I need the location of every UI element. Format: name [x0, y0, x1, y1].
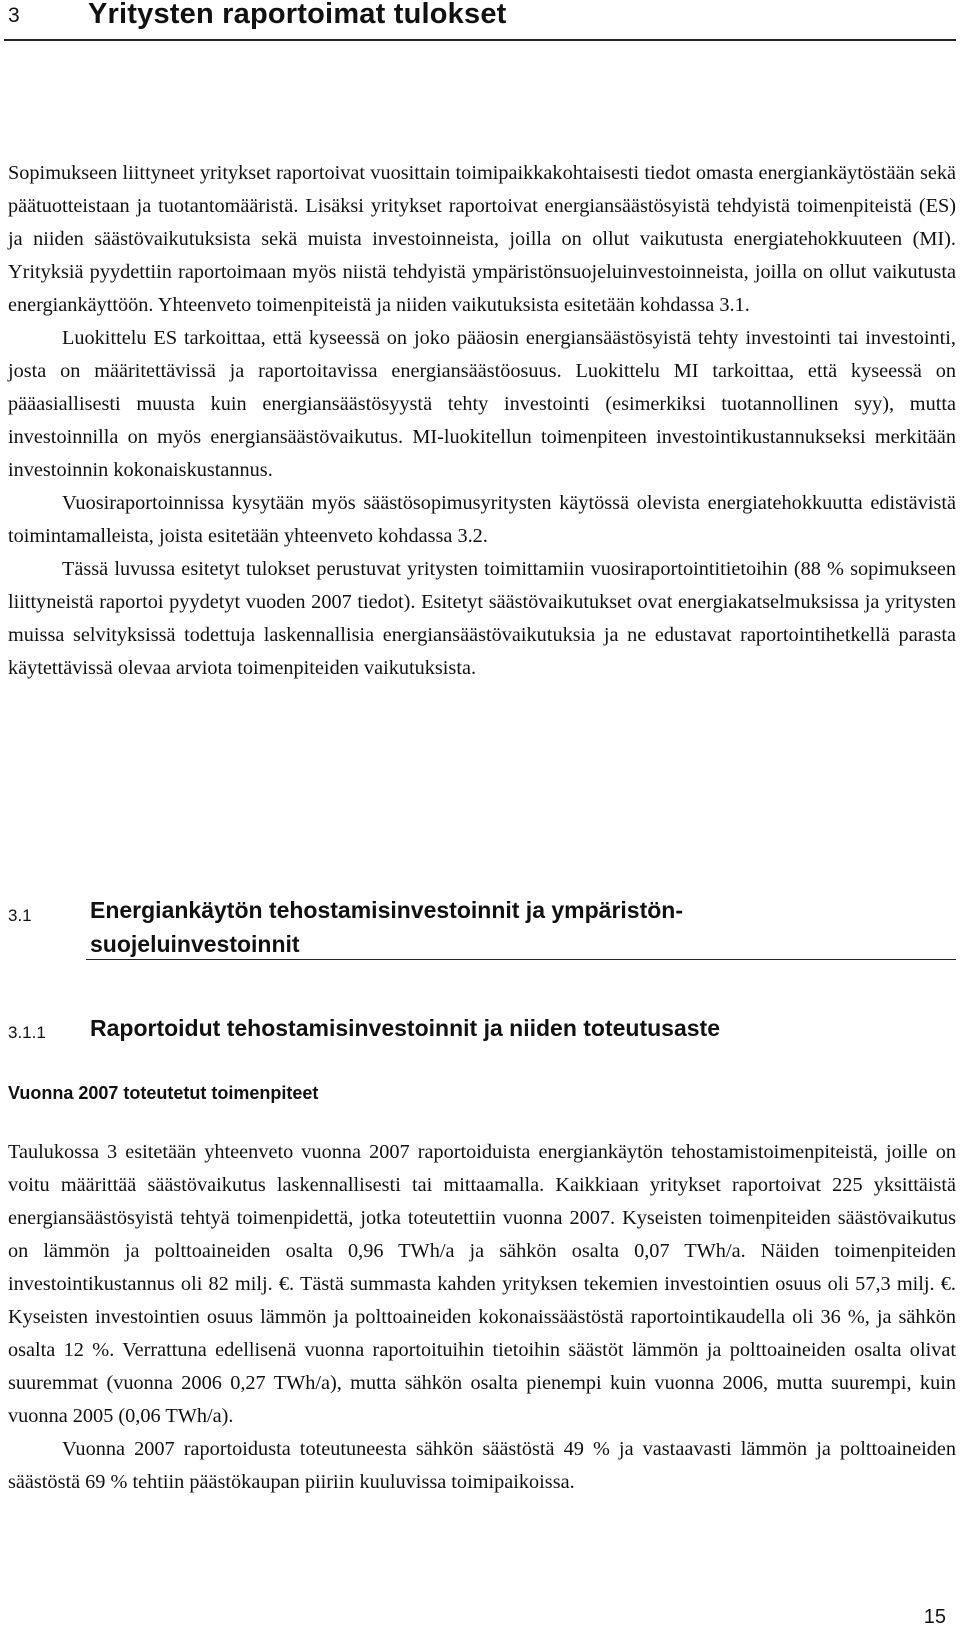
- page-number: 15: [923, 1606, 946, 1628]
- section-3-1-1-title: Raportoidut tehostamisinvestoinnit ja niiden toteutusaste: [90, 1015, 720, 1041]
- intro-paragraph-4: Tässä luvussa esitetyt tulokset perustuvat yritysten toimittamiin vuosiraportointitietoihin (88 % sopimukseen liittyneistä raportoi pyydetyt vuoden 2007 tiedot). Esitetyt säästövaikutukset ovat energiakatselmuksissa ja yritysten muissa selvityksissä todettuja laskennallisia energiansäästövaikutuksia ja ne edustavat raportointihetkellä parasta käytettävissä olevaa arviota toimenpiteiden vaikutuksista.: [8, 558, 956, 679]
- body-text: [8, 1136, 956, 1499]
- section-3-1-1-number: 3.1.1: [8, 1023, 46, 1042]
- subheading: Vuonna 2007 toteutetut toimenpiteet: [8, 1083, 319, 1103]
- section-3-1-title: Energiankäytön tehostamisinvestoinnit ja ympäristönsuojeluinvestoinnit: [90, 897, 684, 957]
- intro-paragraph-3: Vuosiraportoinnissa kysytään myös säästösopimusyritysten käytössä olevista energiatehokkuutta edistävistä toimintamalleista, joista esitetään yhteenveto kohdassa 3.2.: [8, 492, 956, 547]
- chapter-rule: [4, 39, 956, 41]
- body-paragraph-1: Taulukossa 3 esitetään yhteenveto vuonna 2007 raportoiduista energiankäytön tehostamistoimenpiteistä, joille on voitu määrittää säästövaikutus laskennallisesti tai mittaamalla. Kaikkiaan yritykset raportoivat 225 yksittäistä energiansäästösyistä tehtyä toimenpidettä, jotka toteutettiin vuonna 2007. Kyseisten toimenpiteiden säästövaikutus on lämmön ja polttoaineiden osalta 0,96 TWh/a ja sähkön osalta 0,07 TWh/a. Näiden toimenpiteiden investointikustannus oli 82 milj. €. Tästä summasta kahden yrityksen tekemien investointien osuus oli 57,3 milj. €. Kyseisten investointien osuus lämmön ja polttoaineiden kokonaissäästöstä raportointikaudella oli 36 %, ja sähkön osalta 12 %. Verrattuna edellisenä vuonna raportoituihin tietoihin säästöt lämmön ja polttoaineiden osalta olivat suuremmat (vuonna 2006 0,27 TWh/a), mutta sähkön osalta pienempi kuin vuonna 2006, mutta suurempi, kuin vuonna 2005 (0,06 TWh/a).: [8, 1141, 956, 1427]
- body-paragraph-2: Vuonna 2007 raportoidusta toteutuneesta sähkön säästöstä 49 % ja vastaavasti lämmön ja polttoaineiden säästöstä 69 % tehtiin päästökaupan piiriin kuuluvissa toimipaikoissa.: [8, 1438, 956, 1493]
- intro-paragraph-1: Sopimukseen liittyneet yritykset raportoivat vuosittain toimipaikkakohtaisesti tiedot omasta energiankäytöstään sekä päätuotteistaan ja tuotantomääristä. Lisäksi yritykset raportoivat energiansäästösyistä tehdyistä toimenpiteistä (ES) ja niiden säästövaikutuksista sekä muista investoinneista, joilla on ollut vaikutusta energiatehokkuuteen (MI). Yrityksiä pyydettiin raportoimaan myös niistä tehdyistä ympäristönsuojeluinvestoinneista, joilla on ollut vaikutusta energiankäyttöön. Yhteenveto toimenpiteistä ja niiden vaikutuksista esitetään kohdassa 3.1.: [8, 162, 956, 316]
- intro-text: [8, 157, 956, 685]
- section-3-1-number: 3.1: [8, 906, 32, 925]
- intro-paragraph-2: Luokittelu ES tarkoittaa, että kyseessä on joko pääosin energiansäästösyistä tehty investointi tai investointi, josta on määritettävissä ja raportoitavissa energiansäästöosuus. Luokittelu MI tarkoittaa, että kyseessä on pääasiallisesti muusta kuin energiansäästösyystä tehty investointi (esimerkiksi tuotannollinen syy), mutta investoinnilla on myös energiansäästövaikutus. MI-luokitellun toimenpiteen investointikustannukseksi merkitään investoinnin kokonaiskustannus.: [8, 327, 956, 481]
- chapter-number: 3: [8, 4, 20, 27]
- chapter-title: Yritysten raportoimat tulokset: [88, 0, 507, 30]
- section-rule: [86, 959, 956, 960]
